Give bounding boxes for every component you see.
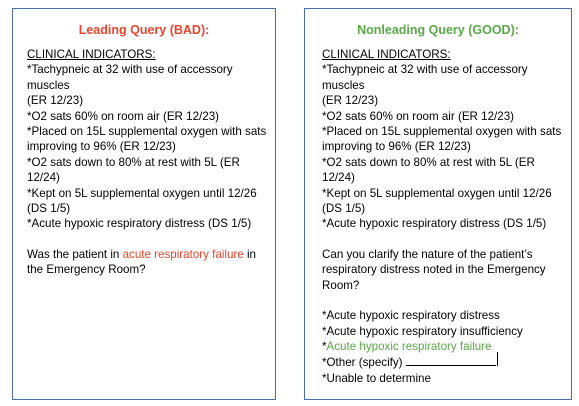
indicator-line: *Tachypneic at 32 with use of accessory muscles bbox=[27, 63, 233, 92]
option-respiratory-failure bbox=[322, 339, 563, 354]
indicator-line: *O2 sats 60% on room air (ER 12/23) bbox=[27, 109, 220, 123]
nonleading-query-title: Nonleading Query (GOOD): bbox=[357, 23, 519, 37]
leading-question-line1 bbox=[27, 247, 267, 262]
indicator-line: *Kept on 5L supplemental oxygen until 12/26 bbox=[322, 186, 552, 200]
indicator-line: (ER 12/23) bbox=[27, 94, 84, 108]
clinical-indicators-heading: CLINICAL INDICATORS: bbox=[322, 48, 451, 61]
option-highlight: Acute hypoxic respiratory failure bbox=[326, 339, 492, 353]
option-respiratory-insufficiency: *Acute hypoxic respiratory insufficiency bbox=[322, 324, 523, 338]
option-other-label: *Other (specify) bbox=[322, 356, 406, 370]
leading-query-body bbox=[27, 47, 267, 278]
nonleading-query-body bbox=[322, 47, 563, 386]
indicator-line: *O2 sats down to 80% at rest with 5L (ER 12/24) bbox=[27, 155, 240, 185]
indicator-line: *O2 sats down to 80% at rest with 5L (ER 12/24) bbox=[322, 155, 535, 185]
nonleading-question-line: Can you clarify the nature of the patient’s bbox=[322, 247, 533, 261]
question-text: Was the patient in bbox=[27, 247, 123, 261]
indicator-line: *Placed on 15L supplemental oxygen with sats bbox=[27, 125, 267, 139]
option-bullet: * bbox=[322, 339, 327, 353]
specify-blank-line bbox=[406, 354, 496, 366]
option-respiratory-distress: *Acute hypoxic respiratory distress bbox=[322, 309, 500, 323]
clinical-indicators-heading: CLINICAL INDICATORS: bbox=[27, 48, 156, 61]
option-unable-to-determine: *Unable to determine bbox=[322, 371, 431, 385]
question-highlight: acute respiratory failure bbox=[122, 247, 244, 261]
indicator-line: improving to 96% (ER 12/23) bbox=[27, 140, 176, 154]
leading-query-title: Leading Query (BAD): bbox=[78, 23, 210, 37]
option-other bbox=[322, 354, 563, 370]
nonleading-question-line: Room? bbox=[322, 278, 360, 292]
nonleading-query-card bbox=[304, 8, 572, 400]
indicator-line: (ER 12/23) bbox=[322, 94, 379, 108]
indicator-line: (DS 1/5) bbox=[27, 202, 71, 216]
question-text: in bbox=[243, 247, 256, 261]
indicator-line: *Acute hypoxic respiratory distress (DS 1/5) bbox=[322, 217, 547, 231]
indicator-line: *Tachypneic at 32 with use of accessory muscles bbox=[322, 63, 528, 92]
leading-query-card bbox=[12, 8, 276, 400]
indicator-line: *O2 sats 60% on room air (ER 12/23) bbox=[322, 109, 515, 123]
indicator-line: *Placed on 15L supplemental oxygen with sats bbox=[322, 125, 562, 139]
indicator-line: *Acute hypoxic respiratory distress (DS 1/5) bbox=[27, 217, 252, 231]
indicator-line: *Kept on 5L supplemental oxygen until 12/26 bbox=[27, 186, 257, 200]
leading-question-line2: the Emergency Room? bbox=[27, 263, 146, 277]
indicator-line: improving to 96% (ER 12/23) bbox=[322, 140, 471, 154]
indicator-line: (DS 1/5) bbox=[322, 202, 366, 216]
nonleading-question-line: respiratory distress noted in the Emergency bbox=[322, 263, 546, 277]
